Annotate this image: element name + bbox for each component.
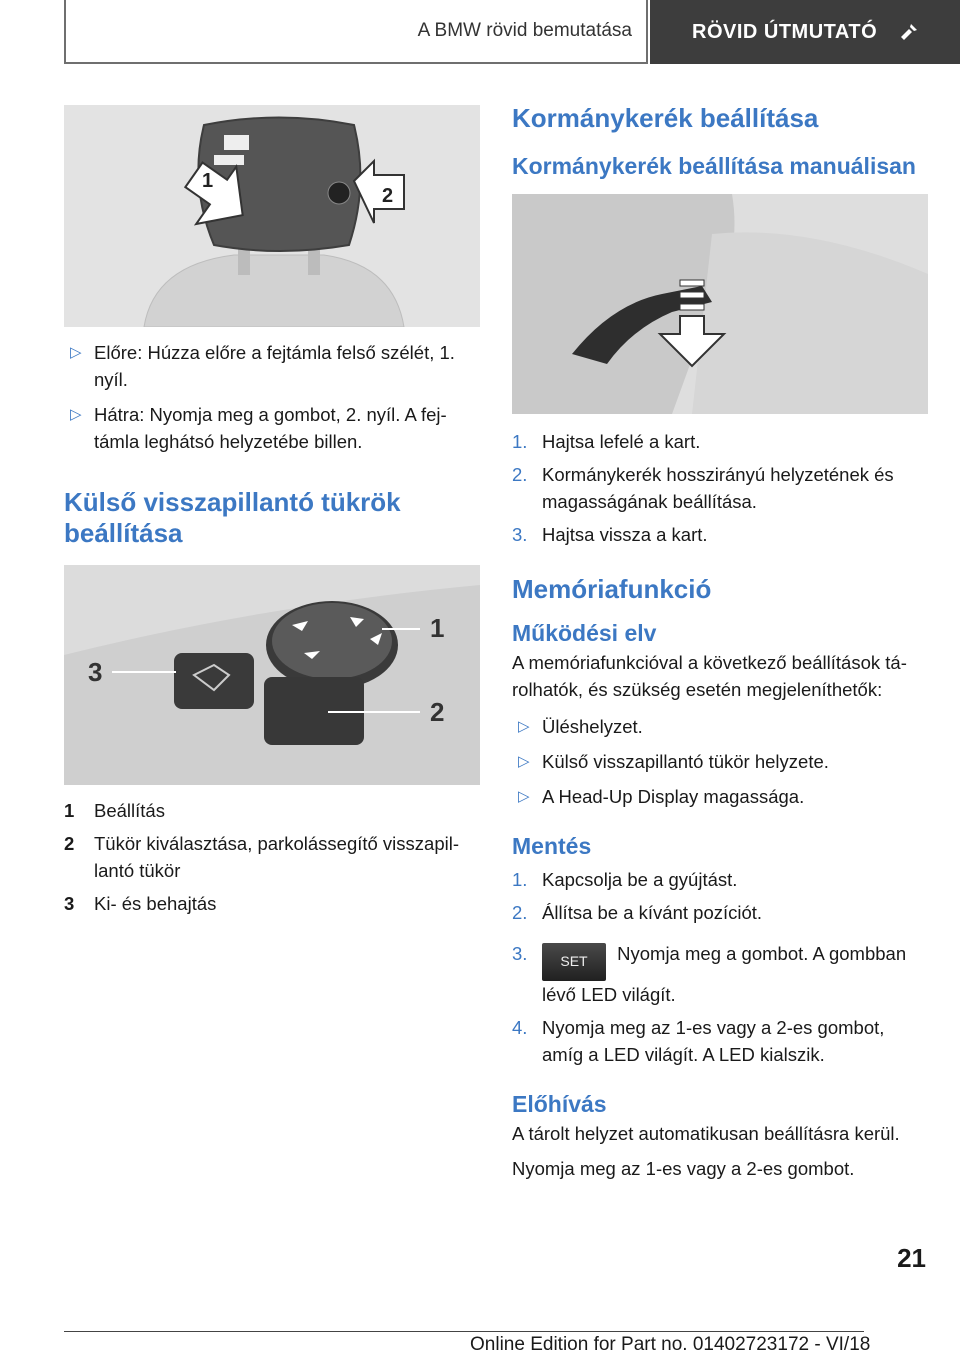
steering-heading: Kormánykerék beállítása xyxy=(512,103,819,133)
wrench-icon xyxy=(899,22,919,42)
triangle-bullet-icon: ▷ xyxy=(70,344,82,361)
steering-step-2: 2. Kormánykerék hosszirányú helyzetének és magasságának beállítása. xyxy=(512,464,894,512)
mirror-item-2: 2 Tükör kiválasztása, parkolássegítő visszapil-lantó tükör xyxy=(64,833,460,881)
memory-item-hud: ▷ A Head-Up Display magassága. xyxy=(512,783,928,810)
footer-divider xyxy=(64,1331,864,1332)
save-step-2: 2. Állítsa be a kívánt pozíciót. xyxy=(512,902,763,923)
chapter-tab xyxy=(650,0,960,64)
right-column xyxy=(512,105,928,1182)
chapter-title: RÖVID ÚTMUTATÓ xyxy=(692,20,878,43)
section-header xyxy=(64,0,648,64)
triangle-bullet-icon: ▷ xyxy=(70,406,82,423)
steering-lever-illustration xyxy=(512,194,928,414)
save-heading: Mentés xyxy=(512,833,592,859)
callout-3: 3 xyxy=(88,657,103,687)
page-number: 21 xyxy=(897,1243,926,1273)
section-title: A BMW rövid bemutatása xyxy=(417,20,632,41)
steering-step-1: 1. Hajtsa lefelé a kart. xyxy=(512,431,701,452)
headrest-back-item: ▷ Hátra: Nyomja meg a gombot, 2. nyíl. A fej-támla leghátsó helyzetébe billen. xyxy=(64,401,480,455)
save-step-1: 1. Kapcsolja be a gyújtást. xyxy=(512,869,738,890)
principle-text: A memóriafunkcióval a következő beállítások tá-rolhatók, és szükség esetén megjeleníthetők: xyxy=(512,652,907,700)
callout-2: 2 xyxy=(382,185,394,207)
principle-heading: Működési elv xyxy=(512,620,657,646)
save-step-3: 3. SET Nyomja meg a gombot. A gombban lévő LED világít. xyxy=(512,943,907,1005)
recall-text-2: Nyomja meg az 1-es vagy a 2-es gombot. xyxy=(512,1158,855,1179)
triangle-bullet-icon: ▷ xyxy=(518,753,530,770)
headrest-illustration xyxy=(64,105,480,327)
callout-1: 1 xyxy=(202,170,214,192)
mirror-switch-illustration xyxy=(64,565,480,785)
steering-subheading: Kormánykerék beállítása manuálisan xyxy=(512,153,916,179)
memory-heading: Memóriafunkció xyxy=(512,574,712,604)
triangle-bullet-icon: ▷ xyxy=(518,788,530,805)
headrest-forward-item: ▷ Előre: Húzza előre a fejtámla felső szélét, 1. nyíl. xyxy=(64,339,480,393)
triangle-bullet-icon: ▷ xyxy=(518,718,530,735)
save-step-4: 4. Nyomja meg az 1-es vagy a 2-es gombot, amíg a LED világít. A LED kialszik. xyxy=(512,1017,885,1065)
callout-1: 1 xyxy=(430,613,445,643)
callout-2: 2 xyxy=(430,697,445,727)
set-button-icon: SET xyxy=(542,943,606,981)
mirror-heading: Külső visszapillantó tükrök beállítása xyxy=(64,487,401,548)
mirror-item-3: 3 Ki- és behajtás xyxy=(64,893,217,914)
recall-text-1: A tárolt helyzet automatikusan beállításra kerül. xyxy=(512,1123,900,1144)
mirror-item-1: 1 Beállítás xyxy=(64,800,165,821)
memory-item-seat: ▷ Üléshelyzet. xyxy=(512,713,928,740)
recall-heading: Előhívás xyxy=(512,1091,607,1117)
footer-edition: Online Edition for Part no. 01402723172 - VI/18 xyxy=(470,1334,871,1355)
memory-item-mirror: ▷ Külső visszapillantó tükör helyzete. xyxy=(512,748,928,775)
steering-step-3: 3. Hajtsa vissza a kart. xyxy=(512,524,708,545)
left-column xyxy=(64,105,480,923)
